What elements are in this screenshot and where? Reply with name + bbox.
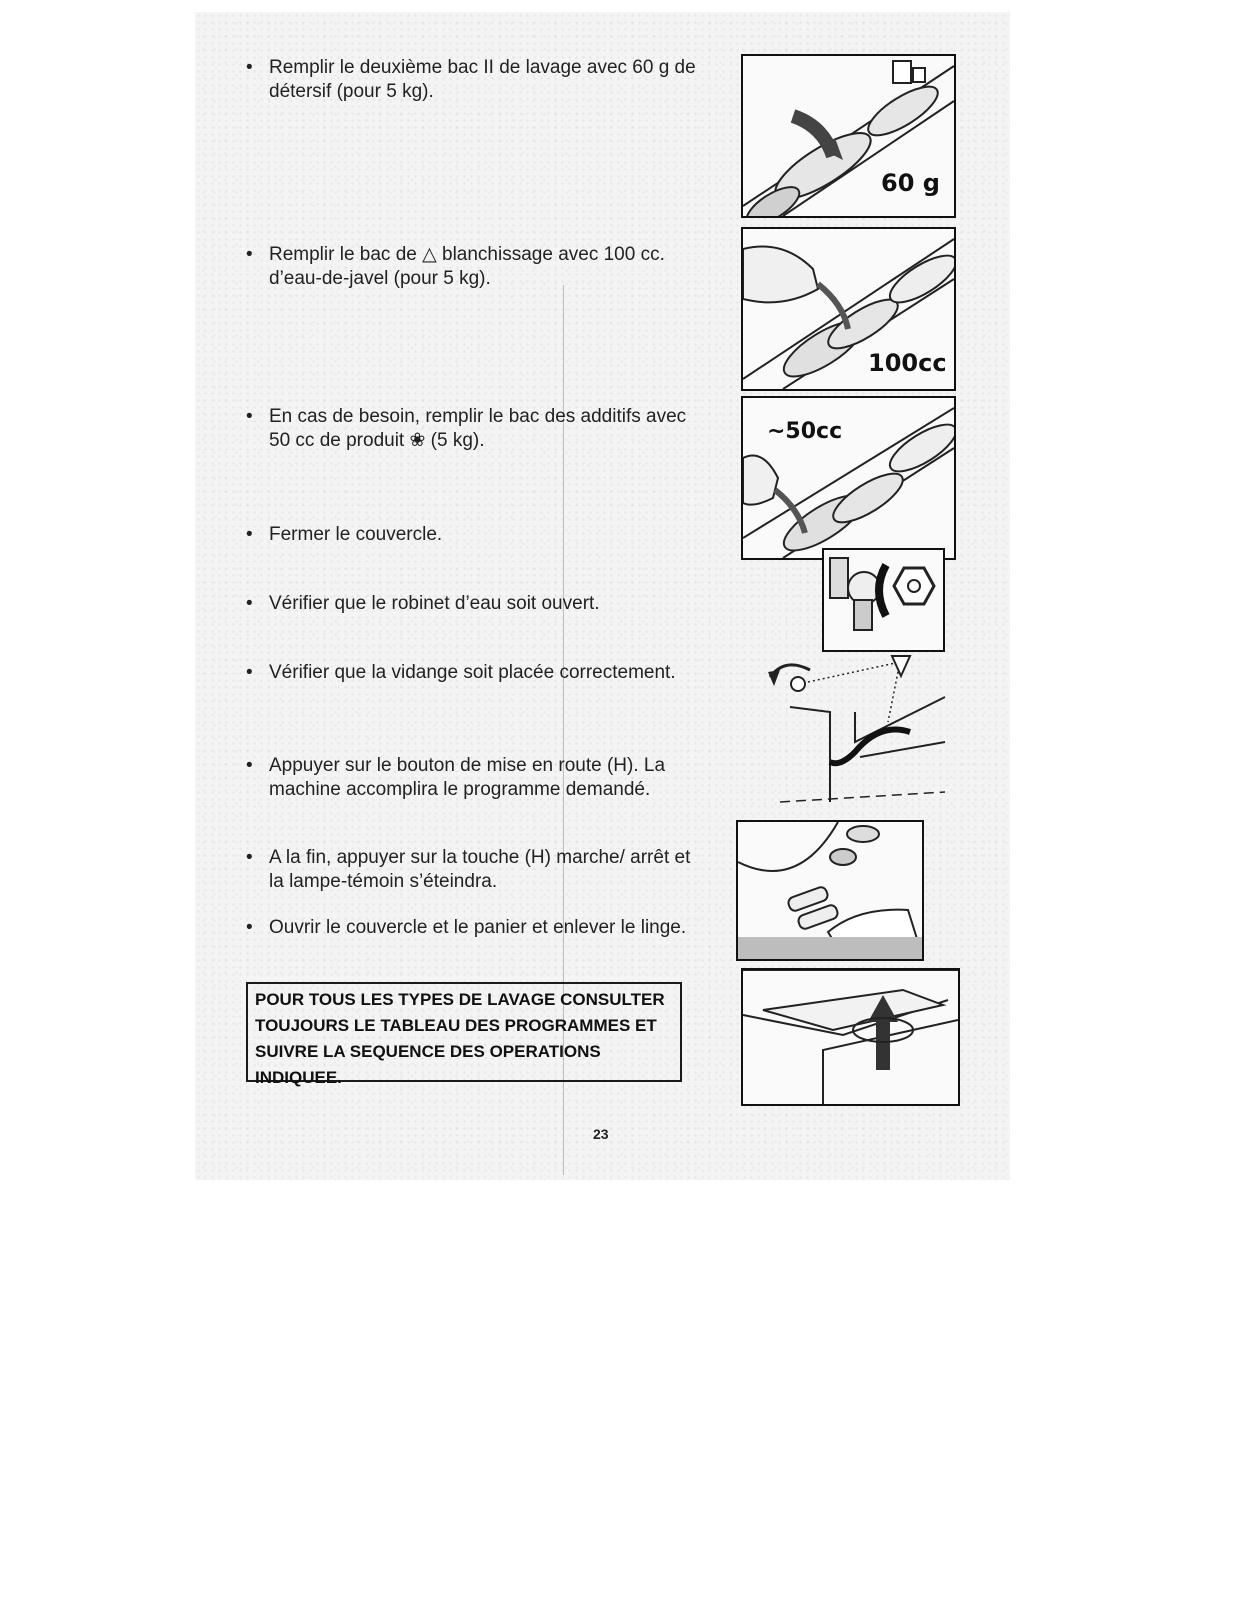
bleach-drawer-drawing [743,229,954,389]
start-button-illustration [736,820,924,961]
bullet-icon: • [246,593,253,614]
instruction-item-bleach: • Remplir le bac de △ blanchissage avec 100 cc. d’eau-de-javel (pour 5 kg). [246,244,665,289]
page-number: 23 [593,1126,609,1142]
open-lid-illustration [741,968,960,1106]
bullet-icon: • [246,244,253,265]
bullet-icon: • [246,662,253,683]
drain-hose-illustration [760,652,950,812]
instruction-item-unload: • Ouvrir le couvercle et le panier et enlever le linge. [246,917,687,938]
instruction-item-tap: • Vérifier que le robinet d’eau soit ouvert. [246,593,600,614]
bullet-icon: • [246,406,253,427]
open-lid-drawing [743,970,958,1104]
start-button-drawing [738,822,922,959]
water-tap-illustration [822,548,945,652]
bullet-icon: • [246,847,253,868]
detergent-drawer-illustration [741,54,956,218]
instruction-item-detergent: • Remplir le deuxième bac II de lavage avec 60 g de détersif (pour 5 kg). [246,57,696,102]
bullet-icon: • [246,755,253,776]
detergent-drawer-drawing [743,56,954,216]
bullet-icon: • [246,524,253,545]
bleach-amount-label: 100cc [868,349,947,377]
programme-notice-box: POUR TOUS LES TYPES DE LAVAGE CONSULTER TOUJOURS LE TABLEAU DES PROGRAMMES ET SUIVRE LA SEQUENCE DES OPERATIONS INDIQUEE. [246,982,682,1082]
instruction-item-start: • Appuyer sur le bouton de mise en route (H). La machine accomplira le programme demandé. [246,755,666,800]
bullet-icon: • [246,917,253,938]
additive-amount-label: ~50cc [767,419,843,444]
instruction-item-close-lid: • Fermer le couvercle. [246,524,443,545]
bleach-drawer-illustration [741,227,956,391]
bullet-icon: • [246,57,253,78]
additive-drawer-illustration [741,396,956,560]
drain-hose-drawing [760,652,950,812]
instruction-item-stop: • A la fin, appuyer sur la touche (H) marche/ arrêt et la lampe-témoin s’éteindra. [246,847,691,892]
additive-drawer-drawing [743,398,954,558]
detergent-amount-label: 60 g [881,169,940,197]
water-tap-drawing [824,550,943,650]
instruction-item-drain: • Vérifier que la vidange soit placée correctement. [246,662,676,683]
instruction-item-additive: • En cas de besoin, remplir le bac des additifs avec 50 cc de produit ❀ (5 kg). [246,406,687,451]
